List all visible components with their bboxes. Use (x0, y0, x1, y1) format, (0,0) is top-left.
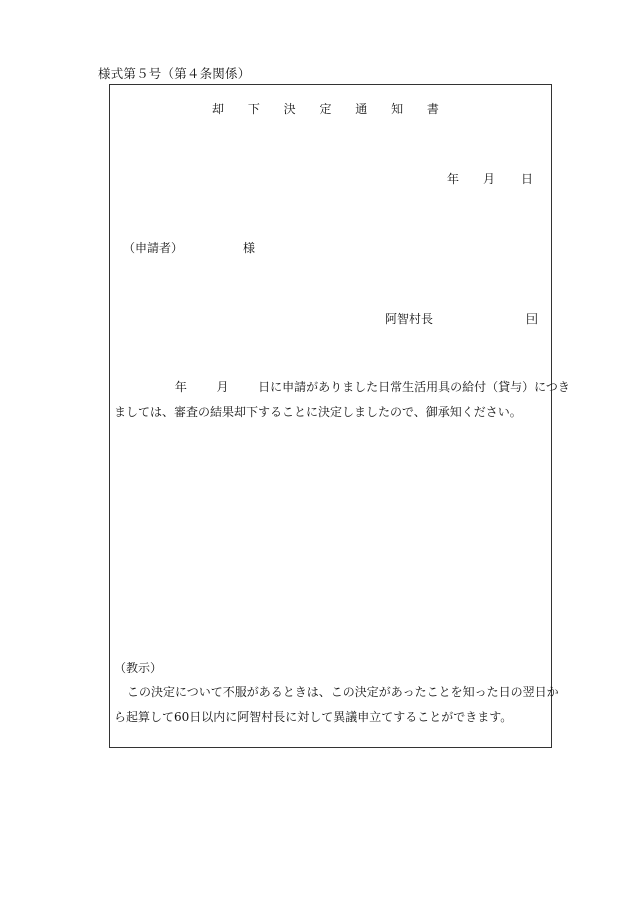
applicant-label: （申請者） (123, 241, 184, 255)
notice-label: （教示） (114, 661, 163, 675)
date-year-label: 年 (446, 172, 459, 186)
date-day-label: 日 (520, 172, 533, 186)
date-month-label: 月 (482, 172, 495, 186)
seal-mark: 囙 (526, 312, 539, 326)
body-text-line-1 (123, 381, 570, 393)
body-line-1-rest: 日に申請がありました日常生活用具の給付（貸与）につき (258, 380, 570, 394)
document-title: 却 下 決 定 通 知 書 (212, 102, 449, 116)
body-year-label: 年 (174, 380, 187, 394)
applicant-honorific: 様 (243, 241, 256, 255)
form-number: 様式第５号（第４条関係） (98, 66, 251, 81)
notice-text-line-2: ら起算して60日以内に阿智村長に対して異議申立てすることができます。 (114, 710, 513, 724)
date-line (447, 173, 533, 185)
notice-document-frame (109, 84, 570, 748)
body-month-label: 月 (216, 380, 229, 394)
body-text-line-2: ましては、審査の結果却下することに決定しましたので、御承知ください。 (114, 405, 522, 419)
issuer-name: 阿智村長 (385, 312, 434, 326)
notice-text-line-1: この決定について不服があるときは、この決定があったことを知った日の翌日か (127, 685, 559, 699)
